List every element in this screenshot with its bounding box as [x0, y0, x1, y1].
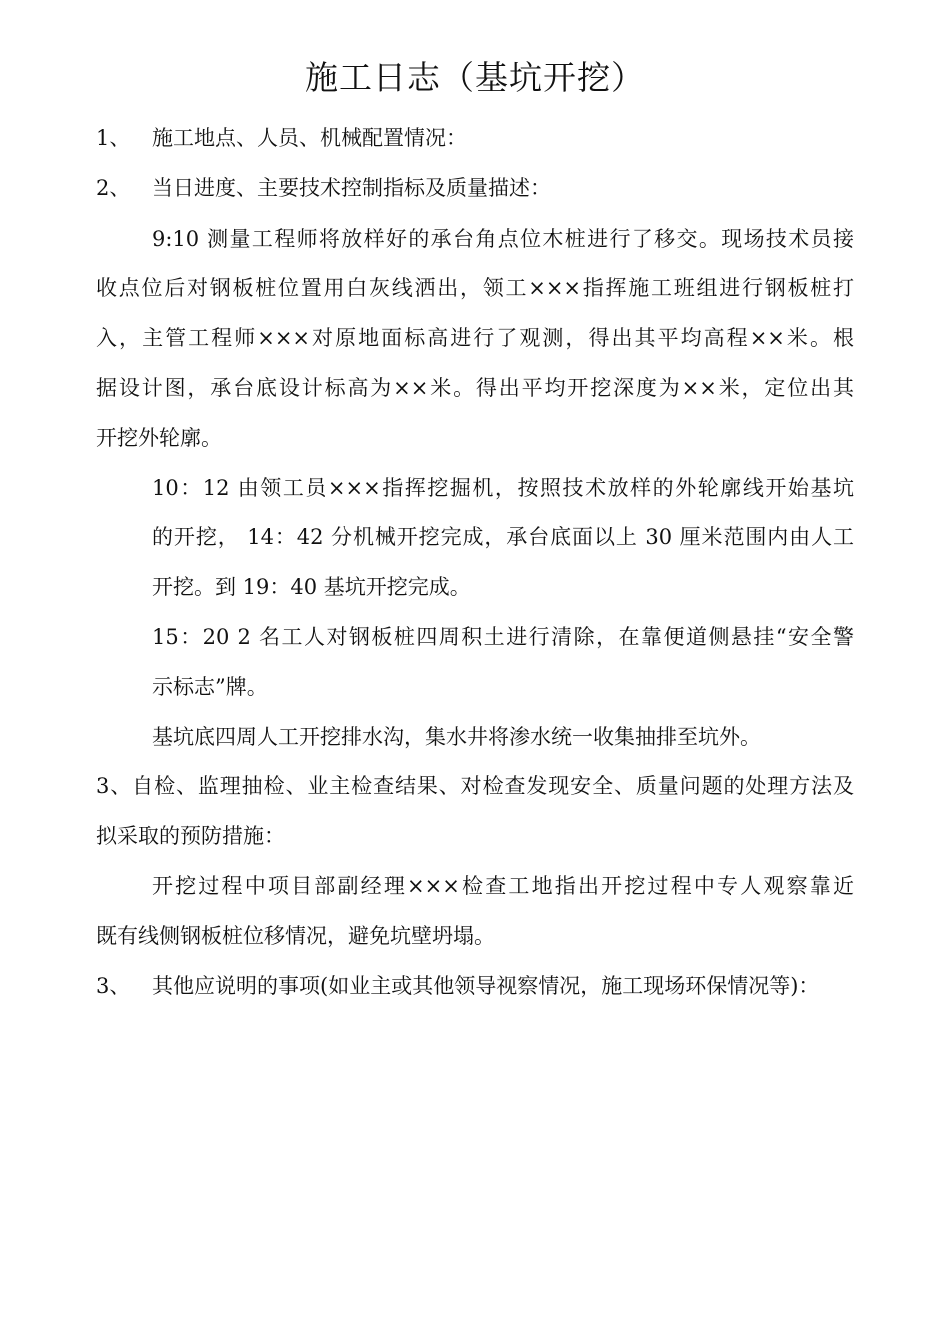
entry-1-line-3: 入，主管工程师×××对原地面标高进行了观测，得出其平均高程××米。根 — [96, 326, 854, 350]
section-2 — [96, 173, 551, 203]
section-3-text-line-2: 既有线侧钢板桩位移情况，避免坑壁坍塌。 — [96, 924, 495, 948]
section-4 — [96, 971, 819, 1001]
entry-1-line-2: 收点位后对钢板桩位置用白灰线洒出，领工×××指挥施工班组进行钢板桩打 — [96, 276, 854, 300]
entry-2-line-1: 10：12 由领工员×××指挥挖掘机，按照技术放样的外轮廓线开始基坑 — [152, 476, 854, 500]
entry-3-line-1: 15：20 2 名工人对钢板桩四周积土进行清除，在靠便道侧悬挂“安全警 — [152, 625, 854, 649]
entry-1-line-1: 9:10 测量工程师将放样好的承台角点位木桩进行了移交。现场技术员接 — [152, 227, 854, 251]
entry-4: 基坑底四周人工开挖排水沟，集水井将渗水统一收集抽排至坑外。 — [152, 725, 761, 749]
section-2-text: 当日进度、主要技术控制指标及质量描述： — [152, 176, 551, 200]
entry-2-line-3: 开挖。到 19：40 基坑开挖完成。 — [152, 575, 471, 599]
section-4-text: 其他应说明的事项(如业主或其他领导视察情况，施工现场环保情况等)： — [152, 974, 820, 998]
section-4-number: 3、 — [96, 974, 131, 998]
page-title: 施工日志（基坑开挖） — [305, 58, 645, 97]
entry-1-line-4: 据设计图，承台底设计标高为××米。得出平均开挖深度为××米，定位出其 — [96, 376, 854, 400]
section-1-number: 1、 — [96, 126, 131, 150]
section-3-heading-line-1: 3、自检、监理抽检、业主检查结果、对检查发现安全、质量问题的处理方法及 — [96, 774, 854, 798]
entry-2-line-2: 的开挖， 14：42 分机械开挖完成，承台底面以上 30 厘米范围内由人工 — [152, 525, 854, 549]
entry-1-line-5: 开挖外轮廓。 — [96, 426, 222, 450]
section-3-text-line-1: 开挖过程中项目部副经理×××检查工地指出开挖过程中专人观察靠近 — [152, 874, 854, 898]
section-1 — [96, 123, 467, 153]
section-3-heading-line-2: 拟采取的预防措施： — [96, 824, 285, 848]
entry-3-line-2: 示标志”牌。 — [152, 675, 268, 699]
section-2-number: 2、 — [96, 176, 131, 200]
section-1-text: 施工地点、人员、机械配置情况： — [152, 126, 467, 150]
